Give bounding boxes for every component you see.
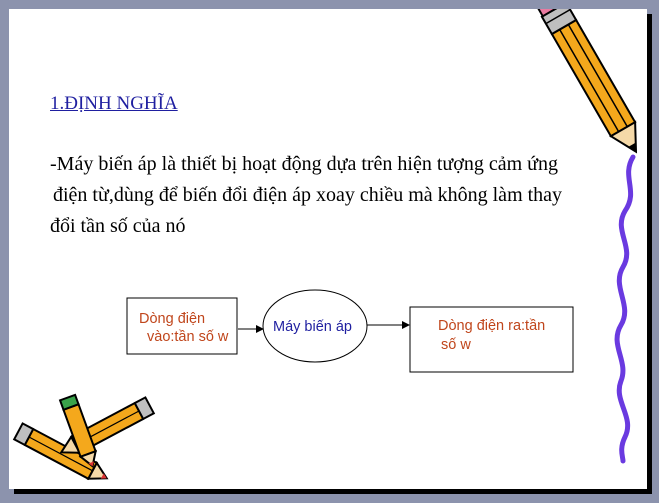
transformer-diagram [9, 9, 647, 489]
pencil-icon [537, 9, 647, 159]
definition-line-3: đổi tần số của nó [50, 215, 186, 237]
crossed-pencils-icon [14, 395, 154, 486]
slide [9, 9, 647, 489]
output-label-line-1: Dòng điện ra:tần [438, 318, 546, 334]
input-label-line-1: Dòng điện [139, 311, 206, 327]
input-label-line-2: vào:tần số w [147, 329, 229, 345]
definition-line-2: điện từ,dùng để biến đổi điện áp xoay chiều mà không làm thay [53, 184, 563, 206]
output-label-line-2: số w [441, 337, 471, 353]
section-heading: 1.ĐỊNH NGHĨA [50, 93, 178, 114]
definition-line-1: -Máy biến áp là thiết bị hoạt động dựa trên hiện tượng cảm ứng [50, 153, 558, 175]
transformer-label: Máy biến áp [273, 319, 352, 335]
wavy-border-line [617, 157, 633, 461]
